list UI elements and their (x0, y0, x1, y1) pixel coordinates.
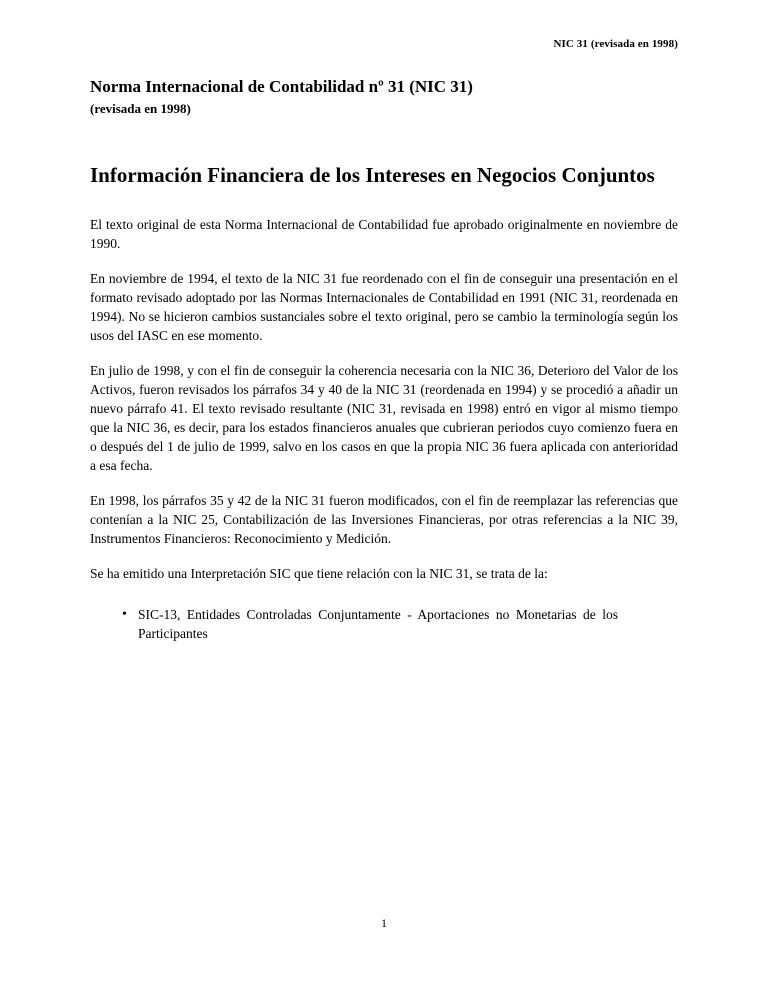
document-subtitle: (revisada en 1998) (90, 101, 191, 116)
paragraph-4: En 1998, los párrafos 35 y 42 de la NIC 31 fueron modificados, con el fin de reemplazar las referencias que contenían a la NIC 25, Contabilización de las Inversiones Financieras, por otras referencias a la NIC 39, Instrumentos Financieros: Reconocimiento y Medición. (90, 493, 678, 546)
body-text (90, 215, 678, 643)
section-heading: Información Financiera de los Intereses en Negocios Conjuntos (90, 163, 655, 187)
paragraph-2: En noviembre de 1994, el texto de la NIC 31 fue reordenado con el fin de conseguir una presentación en el formato revisado adoptado por las Normas Internacionales de Contabilidad en 1991 (NIC 31, reordenada en 1994). No se hicieron cambios sustanciales sobre el texto original, pero se cambio la terminología según los usos del IASC en ese momento. (90, 271, 678, 343)
paragraph-5: Se ha emitido una Interpretación SIC que tiene relación con la NIC 31, se trata de la: (90, 566, 548, 581)
running-header: NIC 31 (revisada en 1998) (553, 38, 678, 50)
page-number: 1 (381, 916, 387, 930)
bullet-list (90, 605, 678, 643)
document-title: Norma Internacional de Contabilidad nº 31 (NIC 31) (90, 77, 473, 96)
paragraph-1: El texto original de esta Norma Internacional de Contabilidad fue aprobado originalmente en noviembre de 1990. (90, 217, 678, 251)
title-block (90, 76, 678, 118)
paragraph-3: En julio de 1998, y con el fin de conseguir la coherencia necesaria con la NIC 36, Deterioro del Valor de los Activos, fueron revisados los párrafos 34 y 40 de la NIC 31 (reordenada en 1994) y se procedió a añadir un nuevo párrafo 41. El texto revisado resultante (NIC 31, revisada en 1998) entró en vigor al mismo tiempo que la NIC 36, es decir, para los estados financieros anuales que cubrieran periodos cuyo comienzo fuera en o después del 1 de julio de 1999, salvo en los casos en que la propia NIC 36 fuera aplicada con anterioridad a esa fecha. (90, 363, 678, 473)
bullet-item-sic13: • SIC-13, Entidades Controladas Conjuntamente - Aportaciones no Monetarias de los Participantes (138, 605, 678, 643)
